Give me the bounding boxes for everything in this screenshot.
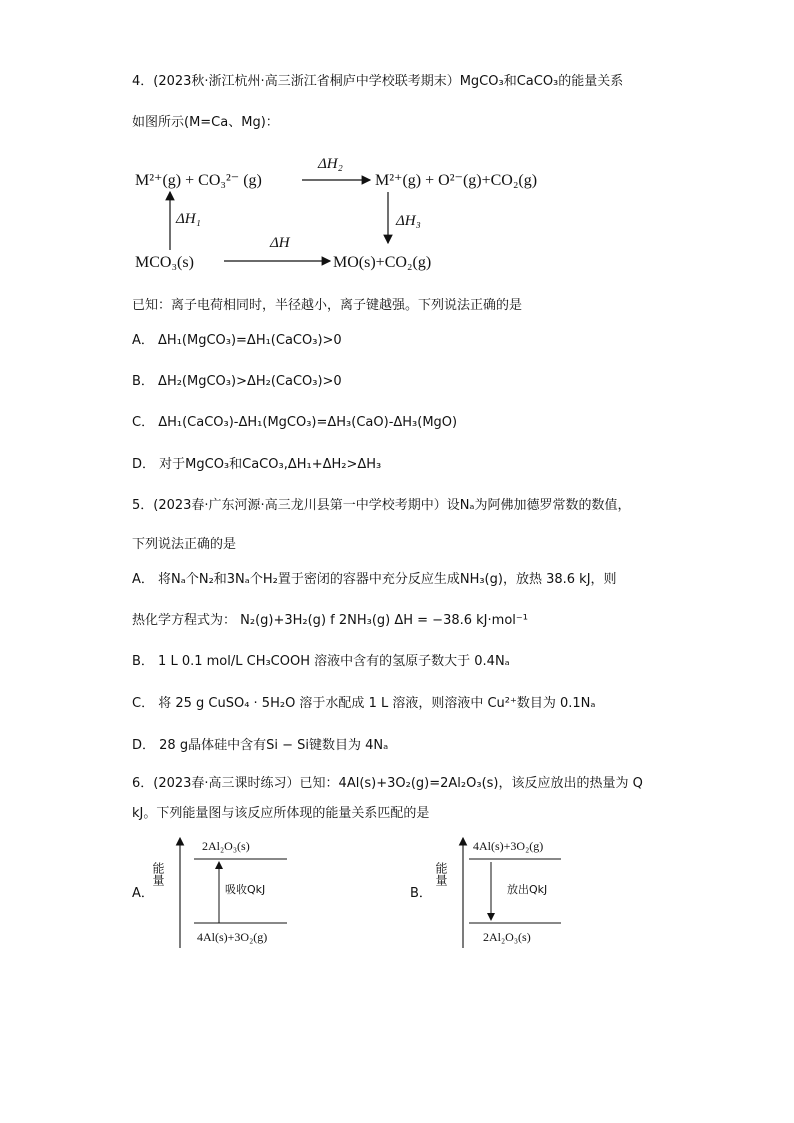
q6-stem-line1: 6．(2023春·高三课时练习）已知：4Al(s)+3O₂(g)=2Al₂O₃(s)，该反应放出的热量为 Q — [132, 776, 643, 791]
q5-option-a-line2: 热化学方程式为： N₂(g)+3H₂(g) f 2NH₃(g) ΔH = −38.6 kJ·mol⁻¹ — [132, 613, 528, 628]
bottom-level-species: 4Al(s)+3O₂(g) — [197, 930, 268, 944]
q4-option-d[interactable]: D． 对于MgCO₃和CaCO₃,ΔH₁+ΔH₂>ΔH₃ — [132, 457, 382, 472]
q5-option-a-line1[interactable]: A． 将Nₐ个N₂和3Nₐ个H₂置于密闭的容器中充分反应生成NH₃(g)，放热 38.6 kJ，则 — [132, 572, 617, 587]
q5-option-d[interactable]: D． 28 g晶体硅中含有Si − Si键数目为 4Nₐ — [132, 738, 389, 753]
dh3-label: ΔH₃ — [396, 213, 421, 229]
q4-stem-tail: MgCO₃和CaCO₃的能量关系 — [459, 74, 624, 89]
q4-option-b[interactable]: B． ΔH₂(MgCO₃)>ΔH₂(CaCO₃)>0 — [132, 374, 342, 389]
dh-label: ΔH — [270, 235, 290, 251]
q5-stem-line2: 下列说法正确的是 — [132, 537, 237, 552]
energy-axis-label: 能量 — [151, 862, 165, 886]
q5-option-c[interactable]: C． 将 25 g CuSO₄ · 5H₂O 溶于水配成 1 L 溶液，则溶液中 Cu²⁺数目为 0.1Nₐ — [132, 696, 596, 711]
q4-known-text: 已知：离子电荷相同时，半径越小，离子键越强。下列说法正确的是 — [132, 298, 523, 313]
diagram-top-left-species: M²⁺(g) + CO₃²⁻ (g) — [135, 172, 262, 189]
q4-stem-line2: 如图所示(M=Ca、Mg)： — [132, 115, 279, 130]
q5-stem-line1: 5．(2023春·广东河源·高三龙川县第一中学校考期中）设Nₐ为阿佛加德罗常数的数值， — [132, 498, 631, 513]
q6-option-a-label[interactable]: A． — [132, 886, 154, 901]
energy-change-text: 吸收QkJ — [225, 883, 266, 896]
q6-stem-line2: kJ。下列能量图与该反应所体现的能量关系匹配的是 — [132, 806, 430, 821]
dh1-label: ΔH₁ — [176, 211, 201, 227]
top-level-species: 2Al₂O₃(s) — [202, 839, 250, 853]
dh2-label: ΔH₂ — [318, 156, 343, 172]
q5-option-b[interactable]: B． 1 L 0.1 mol/L CH₃COOH 溶液中含有的氢原子数大于 0.4Nₐ — [132, 654, 510, 669]
q4-energy-cycle-diagram — [130, 150, 538, 275]
diagram-top-right-species: M²⁺(g) + O²⁻(g)+CO₂(g) — [375, 172, 538, 189]
q4-stem-line1 — [132, 74, 623, 90]
diagram-bottom-left-species: MCO₃(s) — [135, 254, 194, 271]
q6-option-a-diagram[interactable] — [150, 830, 300, 955]
q6-option-b-label[interactable]: B． — [410, 886, 432, 901]
energy-change-text: 放出QkJ — [507, 883, 548, 896]
bottom-level-species: 2Al₂O₃(s) — [483, 930, 531, 944]
q4-option-a[interactable]: A． ΔH₁(MgCO₃)=ΔH₁(CaCO₃)>0 — [132, 333, 342, 348]
diagram-bottom-right-species: MO(s)+CO₂(g) — [333, 254, 432, 271]
q4-option-c[interactable]: C． ΔH₁(CaCO₃)-ΔH₁(MgCO₃)=ΔH₃(CaO)-ΔH₃(MgO) — [132, 415, 458, 430]
energy-axis-label: 能量 — [434, 862, 448, 886]
top-level-species: 4Al(s)+3O₂(g) — [473, 839, 544, 853]
q4-source: 4．(2023秋·浙江杭州·高三浙江省桐庐中学校联考期末） — [132, 74, 460, 89]
q6-option-b-diagram[interactable] — [433, 830, 583, 955]
